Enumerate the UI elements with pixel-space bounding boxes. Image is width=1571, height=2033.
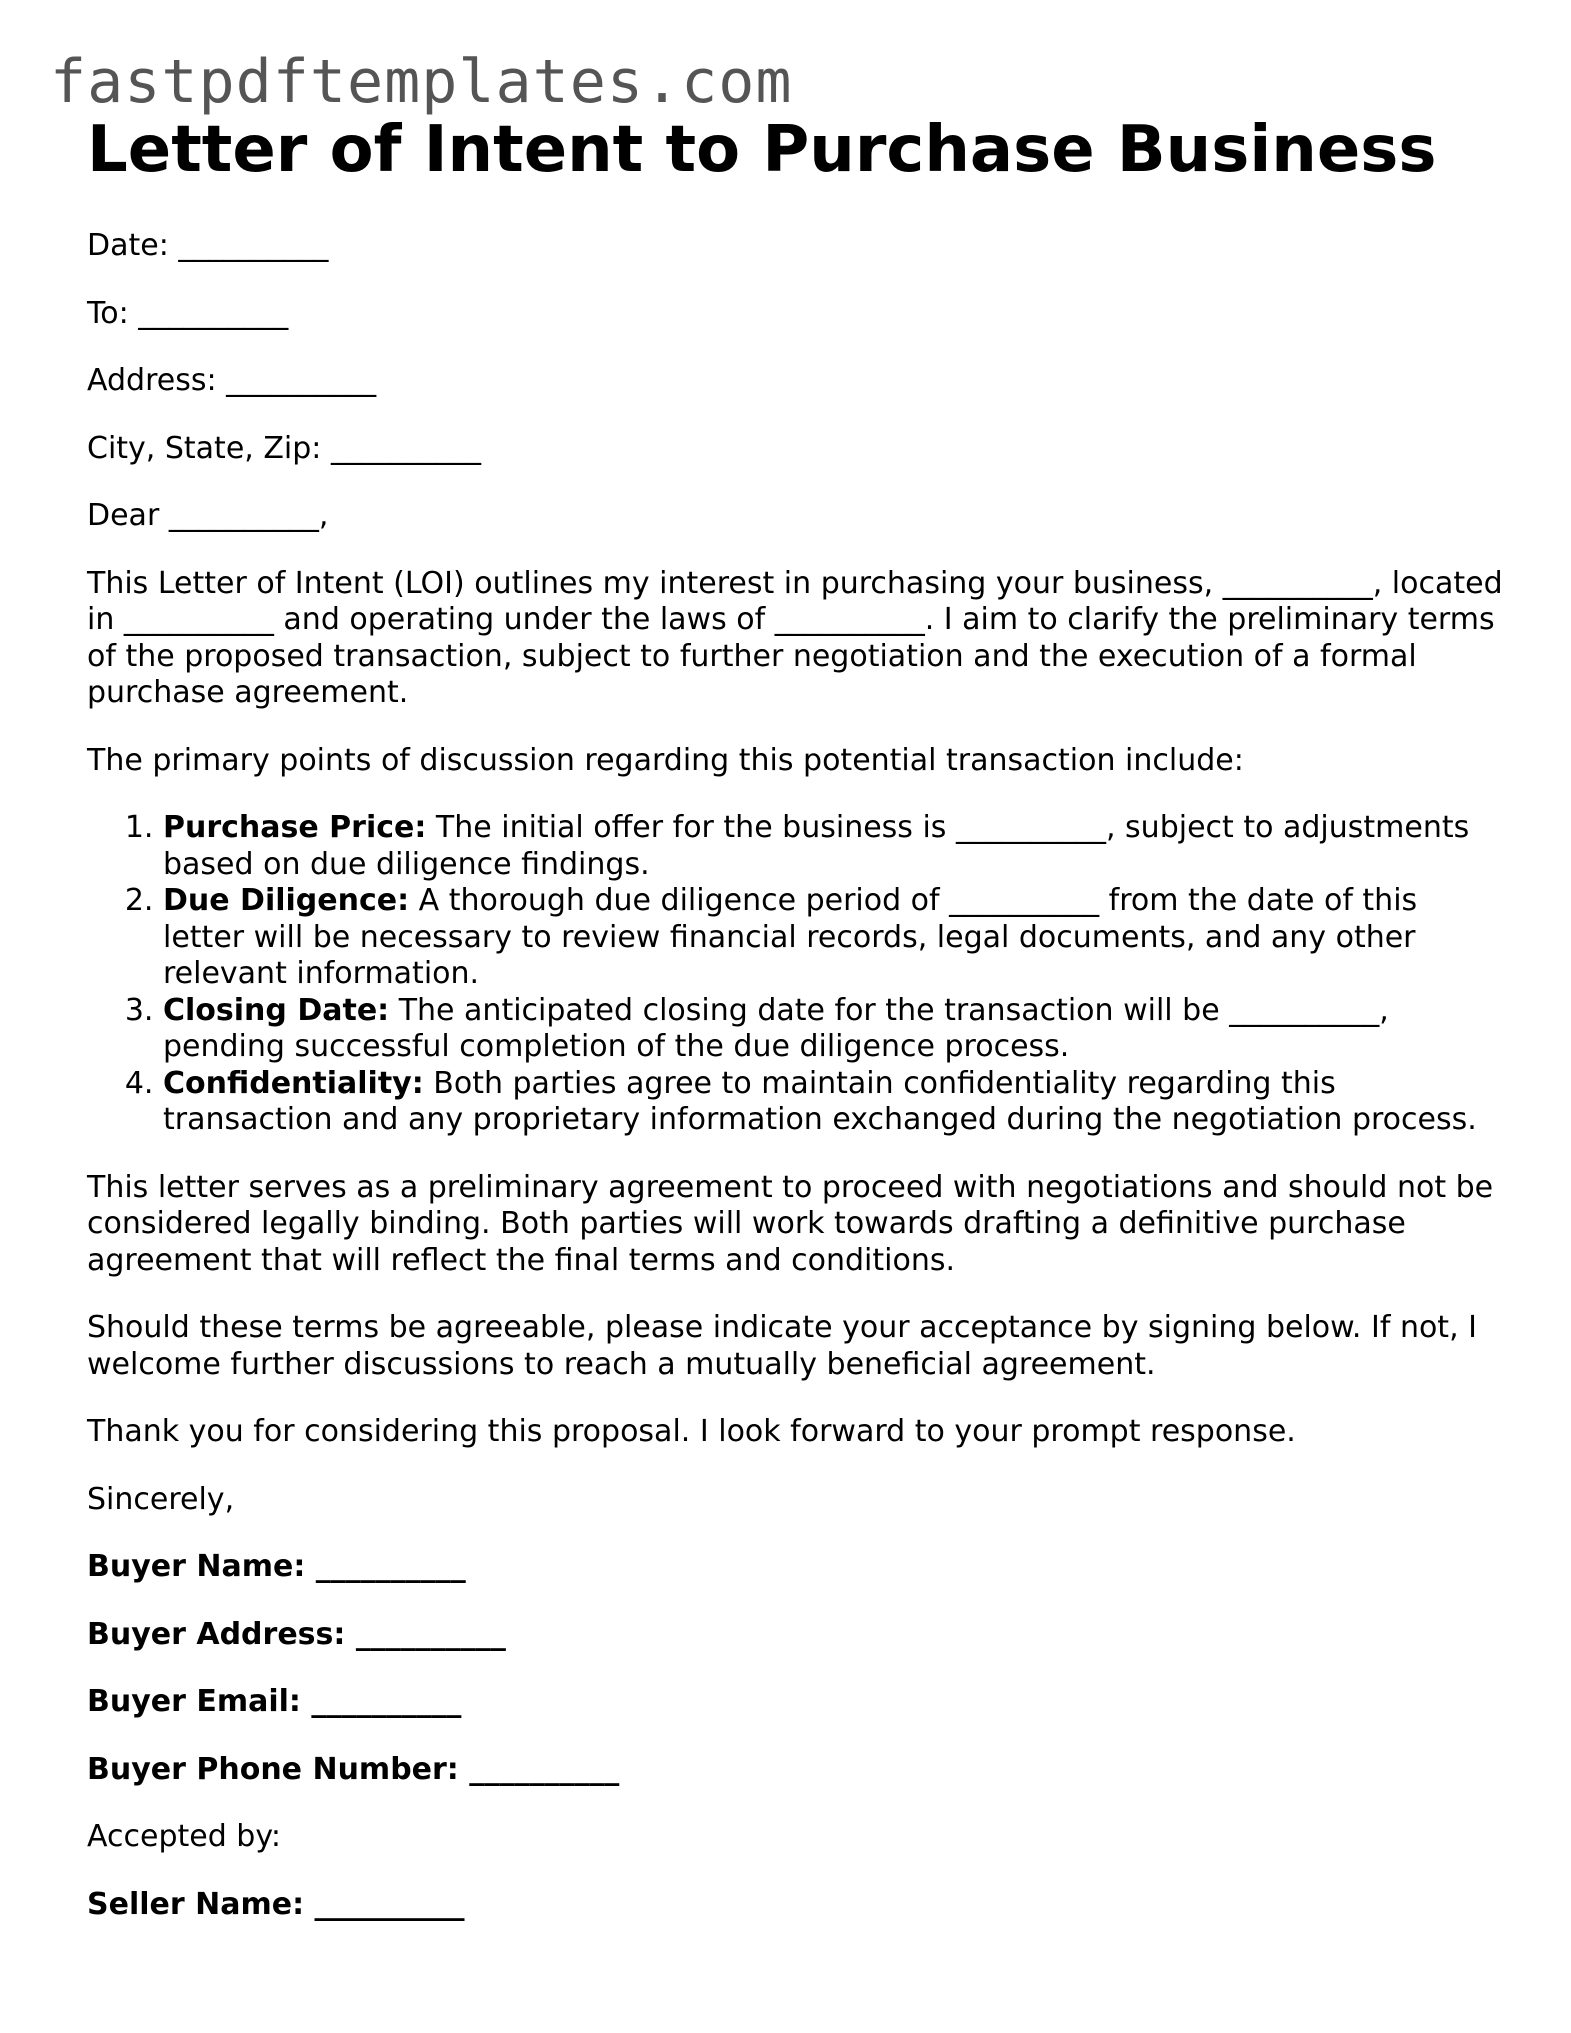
closing: Sincerely, [87,1481,235,1517]
field-label: Buyer Name: [87,1549,306,1584]
field-label: Seller Name: [87,1886,305,1922]
document-body [87,110,1507,1954]
location-blank: __________ [123,602,274,637]
seller-name-field [87,1887,1507,1924]
field-label: Address: [87,363,217,398]
field-blank: __________ [311,1684,462,1719]
buyer-phone-field [87,1752,1507,1789]
point-text: The initial offer for the business is [426,810,956,845]
point-title: Closing Date: [163,992,390,1028]
field-blank: __________ [330,430,481,466]
city-state-zip-field [87,431,1507,468]
point-title: Purchase Price: [163,810,427,845]
buyer-email-field [87,1684,1507,1721]
list-item [163,1066,1507,1139]
point-blank: __________ [1229,992,1380,1028]
buyer-address-field [87,1617,1507,1654]
business-name-blank: __________ [1222,565,1373,601]
list-item [163,883,1507,993]
buyer-name-field [87,1549,1507,1586]
watermark: fastpdftemplates.com [50,47,793,117]
field-label: Buyer Address: [87,1616,346,1652]
point-blank: __________ [955,810,1106,845]
field-blank: __________ [226,363,377,398]
intro-paragraph [87,566,1507,712]
field-label: To: [87,295,129,331]
salutation [87,498,1507,535]
field-blank: __________ [355,1616,506,1652]
intro-text: , located in [87,565,1503,637]
point-blank: __________ [949,883,1100,918]
point-title: Due Diligence: [163,883,410,918]
salutation-blank: __________ [168,498,319,533]
intro-text: . I aim to clarify the preliminary terms of the proposed transaction, subject to further negotiation and the execution of a formal purchase agreement. [87,602,1495,710]
intro-text: and operating under the laws of [273,602,775,637]
list-item [163,810,1507,883]
to-field [87,296,1507,333]
salutation-suffix: , [318,498,329,533]
point-text: from the date of this letter will be necessary to review financial records, legal documents, and any other relevant information. [163,883,1418,991]
field-blank: __________ [469,1751,620,1787]
field-blank: __________ [314,1886,465,1922]
intro-text: This Letter of Intent (LOI) outlines my interest in purchasing your business, [87,565,1223,601]
field-label: Date: [87,228,169,263]
date-field [87,228,1507,265]
field-blank: __________ [315,1549,466,1584]
salutation-prefix: Dear [87,498,160,533]
list-item [163,993,1507,1066]
field-label: City, State, Zip: [87,430,322,466]
accepted-by: Accepted by: [87,1819,282,1854]
point-text: A thorough due diligence period of [409,883,950,918]
jurisdiction-blank: __________ [774,602,925,637]
field-blank: __________ [178,228,329,263]
points-list [87,810,1507,1139]
point-text: Both parties agree to maintain confidentiality regarding this transaction and any proprietary information exchanged during the negotiation process. [163,1065,1477,1137]
point-title: Confidentiality: [163,1065,424,1101]
point-text: The anticipated closing date for the transaction will be [389,992,1230,1028]
point-text: , pending successful completion of the due diligence process. [163,992,1389,1064]
acceptance-paragraph: Should these terms be agreeable, please indicate your acceptance by signing below. If not, I welcome further discussions to reach a mutually beneficial agreement. [87,1310,1477,1382]
field-label: Buyer Phone Number: [87,1751,459,1787]
field-blank: __________ [138,295,289,331]
non-binding-paragraph: This letter serves as a preliminary agreement to proceed with negotiations and should not be considered legally binding. Both parties will work towards drafting a definitive purchase agreement that will reflect the final terms and conditions. [87,1169,1494,1278]
point-text: , subject to adjustments based on due diligence findings. [163,810,1470,882]
document-title: Letter of Intent to Purchase Business [87,113,1437,187]
thanks-paragraph: Thank you for considering this proposal. I look forward to your prompt response. [87,1414,1296,1449]
address-field [87,363,1507,400]
points-intro: The primary points of discussion regarding this potential transaction include: [87,742,1244,778]
field-label: Buyer Email: [87,1684,301,1719]
